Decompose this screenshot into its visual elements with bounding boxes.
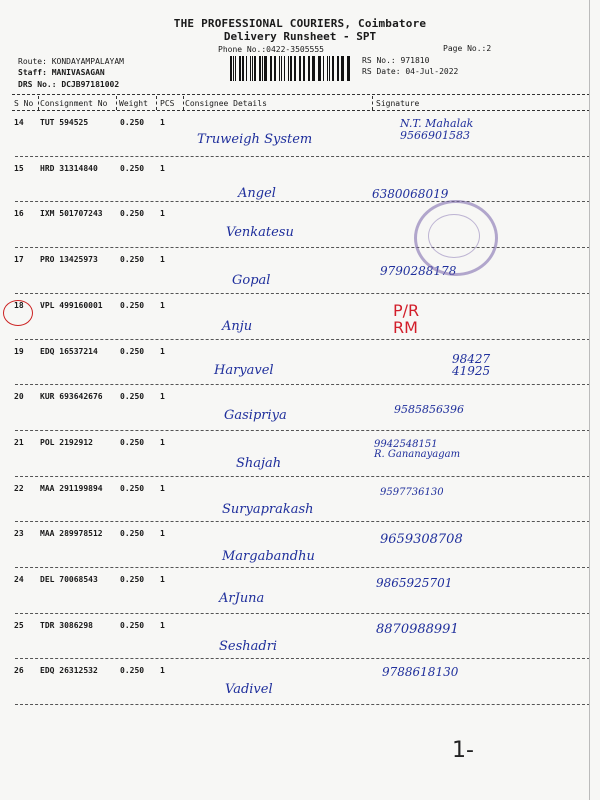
document-title: THE PROFESSIONAL COURIERS, Coimbatore bbox=[173, 17, 427, 30]
row-divider bbox=[15, 658, 590, 659]
header-bottom-rule bbox=[12, 110, 590, 111]
circled-row-mark-icon bbox=[3, 300, 33, 326]
row-consignee-name: ArJuna bbox=[219, 591, 265, 606]
row-weight: 0.250 bbox=[120, 575, 145, 584]
row-pcs: 1 bbox=[160, 392, 165, 402]
row-sno: 22 bbox=[14, 483, 24, 493]
row-consignee-name: Anju bbox=[222, 318, 253, 334]
row-pcs: 1 bbox=[160, 118, 165, 127]
row-divider bbox=[15, 613, 590, 614]
row-divider bbox=[15, 476, 590, 477]
row-consignment-no: EDQ 16537214 bbox=[40, 346, 98, 356]
row-weight: 0.250 bbox=[120, 392, 145, 402]
row-sno: 16 bbox=[14, 209, 24, 219]
row-divider bbox=[15, 521, 590, 522]
row-pcs: 1 bbox=[160, 163, 165, 173]
row-pcs: 1 bbox=[160, 255, 165, 265]
col-divider bbox=[183, 96, 184, 110]
row-sno: 20 bbox=[14, 392, 24, 402]
row-pcs: 1 bbox=[160, 666, 165, 676]
row-signature: 6380068019 bbox=[372, 186, 449, 201]
row-consignment-no: POL 2192912 bbox=[40, 437, 93, 447]
row-consignment-no: MAA 289978512 bbox=[40, 529, 103, 539]
col-header-sno: S No bbox=[14, 99, 34, 108]
row-divider bbox=[15, 567, 590, 568]
row-signature: P/R RM bbox=[393, 300, 420, 337]
row-divider bbox=[15, 293, 590, 294]
row-signature: 9865925701 bbox=[376, 576, 453, 590]
row-consignment-no: PRO 13425973 bbox=[40, 255, 98, 265]
row-signature: 9659308708 bbox=[380, 532, 463, 548]
row-consignment-no: HRD 31314840 bbox=[40, 163, 98, 173]
seal-stamp-inner-ring bbox=[428, 214, 480, 258]
row-sno: 26 bbox=[14, 666, 24, 676]
row-sno: 15 bbox=[14, 163, 24, 173]
row-consignee-name: Gasipriya bbox=[224, 408, 287, 424]
row-weight: 0.250 bbox=[120, 620, 145, 630]
row-consignment-no: TDR 3086298 bbox=[40, 620, 93, 630]
row-consignee-name: Haryavel bbox=[214, 362, 274, 378]
row-sno: 18 bbox=[14, 300, 24, 310]
row-pcs: 1 bbox=[160, 575, 165, 584]
row-weight: 0.250 bbox=[120, 666, 145, 676]
row-signature: 9597736130 bbox=[380, 486, 444, 498]
col-divider bbox=[116, 96, 117, 110]
row-consignment-no: DEL 70068543 bbox=[40, 575, 98, 584]
row-consignment-no: KUR 693642676 bbox=[40, 392, 103, 402]
page-number: Page No.:2 bbox=[443, 44, 492, 53]
row-pcs: 1 bbox=[160, 300, 165, 310]
row-consignment-no: TUT 594525 bbox=[40, 118, 89, 127]
col-header-consignee: Consignee Details bbox=[185, 99, 267, 108]
row-consignment-no: EDQ 26312532 bbox=[40, 666, 98, 676]
row-consignment-no: VPL 499160001 bbox=[40, 300, 103, 310]
row-consignee-name: Angel bbox=[238, 185, 276, 201]
row-consignee-name: Shajah bbox=[236, 455, 282, 471]
staff-label: Staff: MANIVASAGAN bbox=[18, 68, 105, 77]
row-signature: 9942548151 R. Gananayagam bbox=[374, 438, 461, 461]
phone-number: Phone No.:0422-3505555 bbox=[218, 45, 324, 54]
rs-number: RS No.: 971810 bbox=[362, 56, 430, 65]
row-divider bbox=[15, 430, 590, 431]
row-consignee-name: Truweigh System bbox=[197, 132, 313, 147]
row-sno: 25 bbox=[14, 620, 24, 630]
row-divider bbox=[15, 247, 590, 248]
row-weight: 0.250 bbox=[120, 437, 145, 447]
row-sno: 24 bbox=[14, 575, 24, 584]
row-consignee-name: Vadivel bbox=[225, 682, 273, 698]
row-weight: 0.250 bbox=[120, 529, 145, 539]
row-weight: 0.250 bbox=[120, 118, 145, 127]
row-consignment-no: MAA 291199894 bbox=[40, 483, 103, 493]
row-weight: 0.250 bbox=[120, 209, 145, 219]
row-consignee-name: Gopal bbox=[232, 273, 271, 289]
col-divider bbox=[38, 96, 39, 110]
row-weight: 0.250 bbox=[120, 163, 145, 173]
row-sno: 23 bbox=[14, 529, 24, 539]
drs-number: DRS No.: DCJB97181002 bbox=[18, 80, 120, 89]
row-consignee-name: Margabandhu bbox=[222, 549, 315, 565]
row-sno: 21 bbox=[14, 437, 24, 447]
row-signature: 9585856396 bbox=[394, 403, 464, 417]
row-divider bbox=[15, 384, 590, 385]
row-pcs: 1 bbox=[160, 529, 165, 539]
row-pcs: 1 bbox=[160, 620, 165, 630]
col-divider bbox=[372, 96, 373, 110]
row-consignment-no: IXM 501707243 bbox=[40, 209, 103, 219]
col-header-weight: Weight bbox=[119, 99, 148, 108]
row-divider bbox=[15, 156, 590, 157]
row-pcs: 1 bbox=[160, 209, 165, 219]
row-signature: 8870988991 bbox=[376, 621, 459, 637]
row-sno: 19 bbox=[14, 346, 24, 356]
route-label: Route: KONDAYAMPALAYAM bbox=[18, 57, 124, 66]
row-signature: 9788618130 bbox=[382, 665, 459, 680]
row-consignee-name: Suryaprakash bbox=[222, 501, 314, 517]
rs-date: RS Date: 04-Jul-2022 bbox=[362, 67, 459, 76]
barcode-icon bbox=[230, 56, 352, 81]
row-consignee-name: Venkatesu bbox=[226, 225, 294, 241]
page-mark: 1- bbox=[452, 738, 474, 763]
col-divider bbox=[156, 96, 157, 110]
row-pcs: 1 bbox=[160, 346, 165, 356]
row-divider bbox=[15, 201, 590, 202]
col-header-consignment: Consignment No bbox=[40, 99, 108, 108]
row-divider bbox=[15, 704, 590, 705]
row-signature: N.T. Mahalak 9566901583 bbox=[400, 117, 474, 142]
page-edge-rule bbox=[589, 0, 590, 800]
row-sno: 17 bbox=[14, 255, 24, 265]
row-weight: 0.250 bbox=[120, 255, 145, 265]
col-header-signature: Signature bbox=[376, 99, 420, 108]
row-pcs: 1 bbox=[160, 483, 165, 493]
row-pcs: 1 bbox=[160, 437, 165, 447]
row-weight: 0.250 bbox=[120, 300, 145, 310]
header-top-rule bbox=[12, 94, 590, 95]
row-weight: 0.250 bbox=[120, 483, 145, 493]
document-subtitle: Delivery Runsheet - SPT bbox=[223, 30, 377, 43]
row-divider bbox=[15, 339, 590, 340]
row-signature: 9790288178 bbox=[380, 264, 457, 279]
row-weight: 0.250 bbox=[120, 346, 145, 356]
row-signature: 98427 41925 bbox=[452, 351, 491, 379]
col-header-pcs: PCS bbox=[160, 99, 175, 108]
row-consignee-name: Seshadri bbox=[219, 638, 278, 654]
row-sno: 14 bbox=[14, 118, 24, 127]
